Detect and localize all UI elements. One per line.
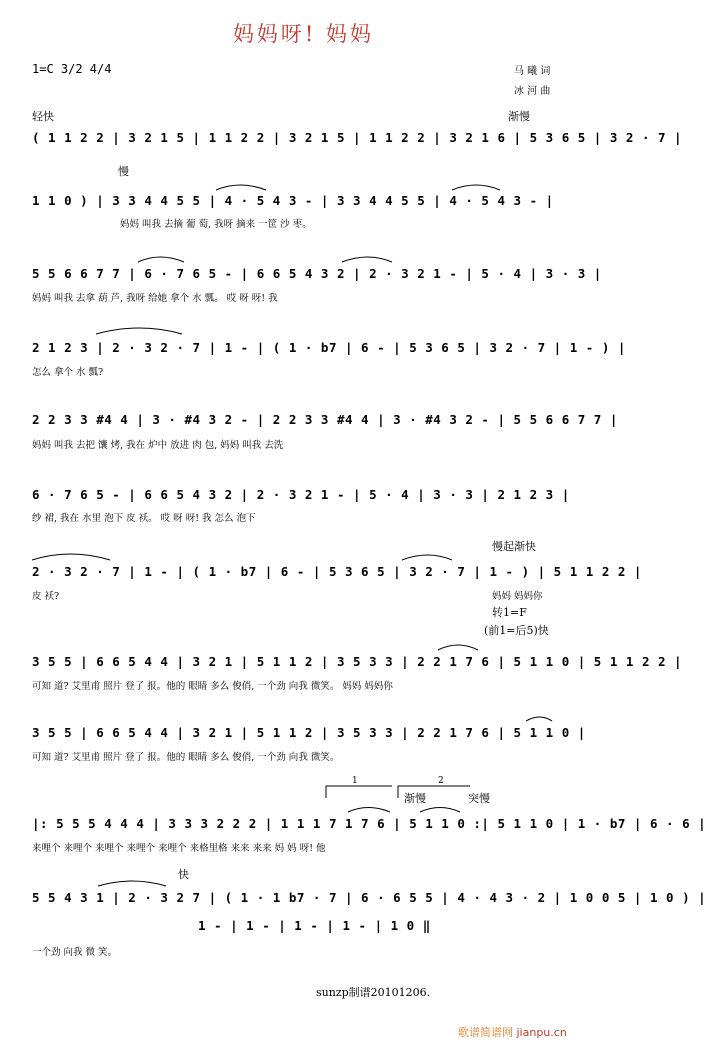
ending-bracket-1 (326, 786, 392, 798)
slur-10 (348, 808, 390, 813)
slur-6 (32, 554, 110, 560)
score-system-11-lower: 1 - | 1 - | 1 - | 1 - | 1 0 ‖ (198, 918, 431, 933)
score-system-3: 5 5 6 6 7 7 | 6 · 7 6 5 - | 6 6 5 4 3 2 | 2 · 3 2 1 - | 5 · 4 | 3 · 3 | (32, 266, 602, 281)
key-signature: 1=C 3/2 4/4 (32, 62, 112, 76)
slur-2 (452, 185, 500, 190)
score-system-8: 3 5 5 | 6 6 5 4 4 | 3 2 1 | 5 1 1 2 | 3 5 3 3 | 2 2 1 7 6 | 5 1 1 0 | 5 1 1 2 2 | (32, 654, 683, 669)
lyrics-line-4: 怎么 拿个 水 瓢? (32, 367, 104, 378)
modulation-note: 转1=F (492, 606, 527, 619)
lyrics-line-6: 纱 裙, 我在 水里 泡下 皮 袄。 哎 呀 呀! 我 怎么 泡下 (32, 513, 256, 524)
lyrics-line-11: 一个劲 向我 微 笑。 (32, 947, 118, 958)
slur-11 (420, 808, 460, 813)
score-system-6: 6 · 7 6 5 - | 6 6 5 4 3 2 | 2 · 3 2 1 - | 5 · 4 | 3 · 3 | 2 1 2 3 | (32, 487, 570, 502)
direction-slow-then-faster: 慢起渐快 (492, 540, 536, 553)
score-system-10: |: 5 5 5 4 4 4 | 3 3 3 2 2 2 | 1 1 1 7 1 7 6 | 5 1 1 0 :| 5 1 1 0 | 1 · b7 | 6 · 6 | (32, 816, 706, 831)
lyrics-line-2: 妈妈 叫我 去摘 葡 萄, 我呀 摘来 一筐 沙 枣。 (120, 219, 312, 230)
direction-fast: 快 (178, 868, 189, 881)
transcriber-credit: sunzp制谱20101206. (316, 986, 431, 999)
lyrics-line-7: 皮 袄? (32, 591, 60, 602)
ending-2-label: 2 (438, 776, 444, 786)
slur-12 (98, 881, 166, 886)
modulation-detail: (前1=后5)快 (484, 624, 549, 637)
score-system-9: 3 5 5 | 6 6 5 4 4 | 3 2 1 | 5 1 1 2 | 3 5 3 3 | 2 2 1 7 6 | 5 1 1 0 | (32, 725, 586, 740)
lyrics-line-7-right: 妈妈 妈妈你 (492, 591, 543, 602)
score-system-2: 1 1 0 ) | 3 3 4 4 5 5 | 4 · 5 4 3 - | 3 3 4 4 5 5 | 4 · 5 4 3 - | (32, 193, 554, 208)
lyricist-credit: 马 曦 词 (514, 66, 551, 77)
slur-9 (526, 717, 552, 721)
lyrics-line-10: 来哩个 来哩个 来哩个 来哩个 来哩个 来格里格 来来 来来 妈 妈 呀! 他 (32, 843, 326, 854)
site-watermark[interactable] (458, 1024, 567, 1040)
watermark-url[interactable]: jianpu.cn (516, 1026, 567, 1039)
direction-light-fast: 轻快 (32, 110, 54, 123)
composer-credit: 冰 河 曲 (514, 86, 551, 97)
slur-8 (438, 645, 478, 650)
song-title: 妈妈呀! 妈妈 (232, 22, 375, 46)
score-system-7: 2 · 3 2 · 7 | 1 - | ( 1 · b7 | 6 - | 5 3 6 5 | 3 2 · 7 | 1 - ) | 5 1 1 2 2 | (32, 564, 642, 579)
lyrics-line-5: 妈妈 叫我 去把 馕 烤, 我在 炉中 放进 肉 包, 妈妈 叫我 去洗 (32, 440, 284, 451)
lyrics-line-8: 可知 道? 艾里甫 照片 登了 报。他的 眼睛 多么 俊俏, 一个劲 向我 微笑。 妈妈 妈妈你 (32, 681, 393, 692)
slur-4 (342, 257, 392, 262)
lyrics-line-3: 妈妈 叫我 去拿 葫 芦, 我呀 给她 拿个 水 瓢。 哎 呀 呀! 我 (32, 293, 278, 304)
watermark-site-name: 歌谱简谱网 (458, 1026, 513, 1039)
slur-1 (216, 185, 266, 190)
score-system-1: ( 1 1 2 2 | 3 2 1 5 | 1 1 2 2 | 3 2 1 5 | 1 1 2 2 | 3 2 1 6 | 5 3 6 5 | 3 2 · 7 | (32, 130, 683, 145)
slur-5 (96, 328, 182, 334)
score-system-4: 2 1 2 3 | 2 · 3 2 · 7 | 1 - | ( 1 · b7 | 6 - | 5 3 6 5 | 3 2 · 7 | 1 - ) | (32, 340, 626, 355)
direction-rit-1: 渐慢 (508, 110, 530, 123)
direction-rit-2: 渐慢 (404, 792, 426, 805)
direction-sudden-slow: 突慢 (468, 792, 490, 805)
direction-slow: 慢 (118, 165, 129, 178)
score-system-5: 2 2 3 3 #4 4 | 3 · #4 3 2 - | 2 2 3 3 #4 4 | 3 · #4 3 2 - | 5 5 6 6 7 7 | (32, 412, 618, 427)
slur-7 (402, 555, 452, 560)
slur-3 (138, 257, 184, 262)
score-system-11: 5 5 4 3 1 | 2 · 3 2 7 | ( 1 · 1 b7 · 7 | 6 · 6 5 5 | 4 · 4 3 · 2 | 1 0 0 5 | 1 0 ) | (32, 890, 706, 905)
ending-1-label: 1 (352, 776, 358, 786)
lyrics-line-9: 可知 道? 艾里甫 照片 登了 报。他的 眼睛 多么 俊俏, 一个劲 向我 微笑。 (32, 752, 340, 763)
